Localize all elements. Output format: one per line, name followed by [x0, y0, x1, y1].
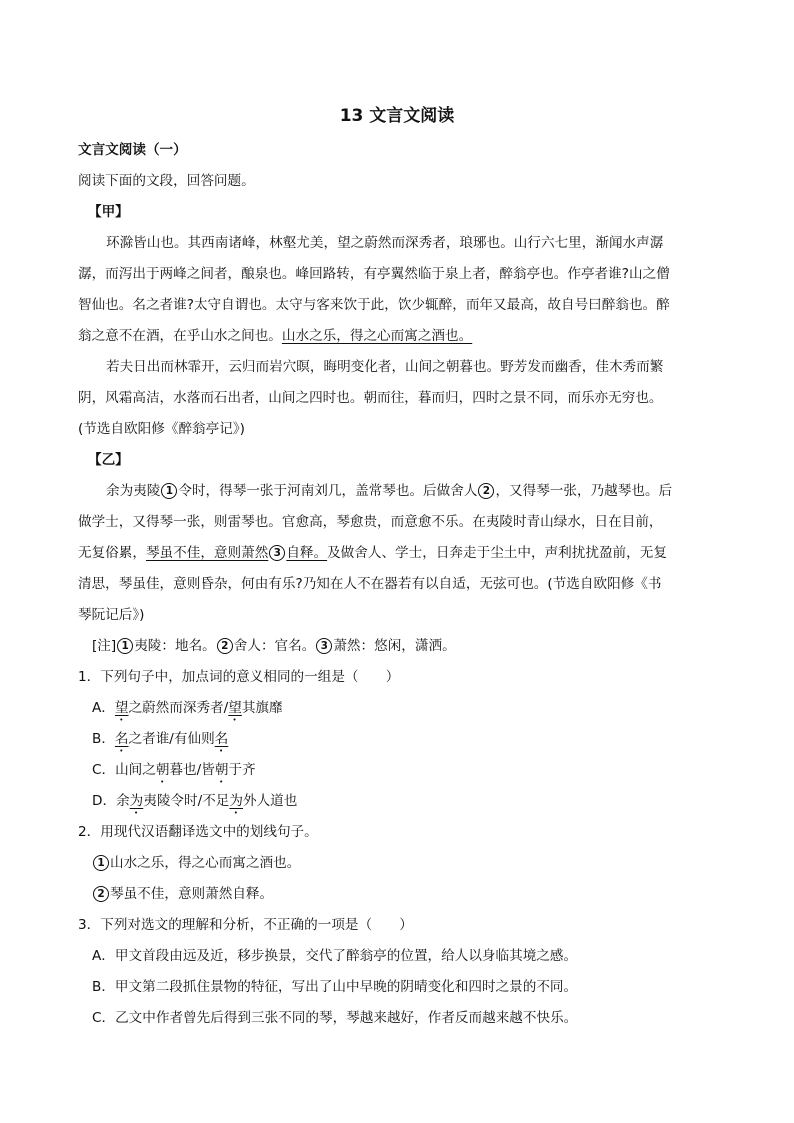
passage-yi-source: 琴阮记后》): [78, 607, 145, 623]
option-letter: A．: [92, 700, 115, 716]
passage-yi-line: 清思，琴虽佳，意则昏杂，何由有乐?乃知在人不在器若有以自适，无弦可也。(节选自欧阳修《书: [78, 576, 662, 592]
dotted-word: 朝: [214, 762, 229, 778]
footnote-number: 1: [117, 638, 133, 654]
option-text: 山间之: [115, 762, 156, 778]
question-3-stem: 3．下列对选文的理解和分析，不正确的一项是（ ）: [78, 917, 413, 933]
underlined-text: 自释。: [286, 545, 328, 561]
instruction: 阅读下面的文段，回答问题。: [78, 173, 255, 189]
footnote-number: 3: [316, 638, 332, 654]
footnote-prefix: [注]: [92, 638, 117, 654]
option-letter: B．: [92, 731, 115, 747]
option-letter: D．: [92, 793, 117, 809]
passage-yi-text: 无复俗累，: [78, 545, 146, 561]
question-3-option-b[interactable]: B．甲文第二段抓住景物的特征，写出了山中早晚的阴晴变化和四时之景的不同。: [92, 979, 578, 995]
passage-jia-label: 【甲】: [88, 204, 129, 220]
passage-jia-source: (节选自欧阳修《醉翁亭记》): [78, 421, 245, 437]
passage-yi-label: 【乙】: [88, 452, 129, 468]
underlined-sentence-2: [146, 545, 327, 561]
footnote-marker-1: 1: [161, 483, 177, 499]
dotted-word: 名: [214, 731, 229, 747]
question-1-option-d[interactable]: [78, 786, 718, 817]
question-3-option-a[interactable]: A．甲文首段由远及近，移步换景，交代了醉翁亭的位置，给人以身临其境之感。: [92, 948, 578, 964]
passage-jia-line: [78, 321, 718, 352]
option-text: 夷陵令时/不足: [143, 793, 230, 809]
option-text: 其旗靡: [241, 700, 283, 716]
footnotes: [78, 631, 718, 662]
content-body: [78, 135, 718, 1034]
underlined-sentence-1: 山水之乐，得之心而寓之酒也。: [281, 328, 473, 344]
dotted-word: 朝: [155, 762, 170, 778]
question-2-item-2: [78, 879, 718, 910]
option-text: 之蔚然而深秀者/: [128, 700, 229, 716]
question-1-option-a[interactable]: [78, 693, 718, 724]
question-1-option-c[interactable]: [78, 755, 718, 786]
footnote-number: 2: [217, 638, 233, 654]
passage-yi-text: 及做舍人、学士，日奔走于尘土中，声利扰扰盈前，无复: [327, 545, 667, 561]
section-heading: 文言文阅读（一）: [78, 142, 187, 158]
passage-jia-text: 翁之意不在酒，在乎山水之间也。: [78, 328, 282, 344]
passage-yi-text: 余为夷陵: [106, 483, 161, 499]
item-text: 琴虽不佳，意则萧然自释。: [110, 886, 274, 902]
question-3-option-c[interactable]: C．乙文中作者曾先后得到三张不同的琴，琴越来越好，作者反而越来越不快乐。: [92, 1010, 578, 1026]
passage-yi-line: 做学士，又得琴一张，则雷琴也。官愈高，琴愈贵，而意愈不乐。在夷陵时青山绿水，日在目前，: [78, 514, 663, 530]
footnote-marker-2: 2: [478, 483, 494, 499]
passage-yi-text: ，又得琴一张，乃越琴也。后: [495, 483, 673, 499]
option-text: 暮也/皆: [169, 762, 215, 778]
footnote-text: 萧然：悠闲，潇洒。: [333, 638, 456, 654]
footnote-text: 舍人：官名。: [233, 638, 316, 654]
underlined-text: 琴虽不佳，意则萧然: [145, 545, 269, 561]
footnote-marker-3: 3: [269, 545, 285, 561]
passage-yi-line: [78, 476, 718, 507]
passage-jia-line: 若夫日出而林霏开，云归而岩穴暝，晦明变化者，山间之朝暮也。野芳发而幽香，佳木秀而繁: [106, 359, 664, 375]
question-2-stem: 2．用现代汉语翻译选文中的划线句子。: [78, 824, 318, 840]
dotted-word: 为: [229, 793, 243, 809]
passage-jia-line: 智仙也。名之者谁?太守自谓也。太守与客来饮于此，饮少辄醉，而年又最高，故自号曰醉翁也。醉: [78, 297, 670, 313]
dotted-word: 名: [114, 731, 129, 747]
question-1-option-b[interactable]: [78, 724, 718, 755]
footnote-text: 夷陵：地名。: [134, 638, 216, 654]
question-1-stem: 1．下列句子中，加点词的意义相同的一组是（ ）: [78, 669, 400, 685]
option-text: 外人道也: [243, 793, 298, 809]
question-2-item-1: [78, 848, 718, 879]
dotted-word: 望: [228, 700, 242, 716]
option-text: 余: [116, 793, 130, 809]
passage-jia-line: 环滁皆山也。其西南诸峰，林壑尤美，望之蔚然而深秀者，琅琊也。山行六七里，渐闻水声潺: [106, 235, 664, 251]
dotted-word: 为: [129, 793, 144, 809]
passage-jia-line: 潺，而泻出于两峰之间者，酿泉也。峰回路转，有亭翼然临于泉上者，醉翁亭也。作亭者谁?山之僧: [78, 266, 670, 282]
item-text: 山水之乐，得之心而寓之酒也。: [110, 855, 301, 871]
option-text: 于齐: [228, 762, 256, 778]
passage-jia-line: 阴，风霜高洁，水落而石出者，山间之四时也。朝而往，暮而归，四时之景不同，而乐亦无穷也。: [78, 390, 663, 406]
item-number: 2: [93, 886, 109, 902]
dotted-word: 望: [114, 700, 129, 716]
option-text: 之者谁/有仙则: [128, 731, 215, 747]
item-number: 1: [93, 855, 109, 871]
passage-yi-line: [78, 538, 718, 569]
page-title: 13 文言文阅读: [339, 106, 455, 126]
passage-yi-text: 令时，得琴一张于河南刘几，盖常琴也。后做舍人: [178, 483, 478, 499]
option-letter: C．: [92, 762, 116, 778]
